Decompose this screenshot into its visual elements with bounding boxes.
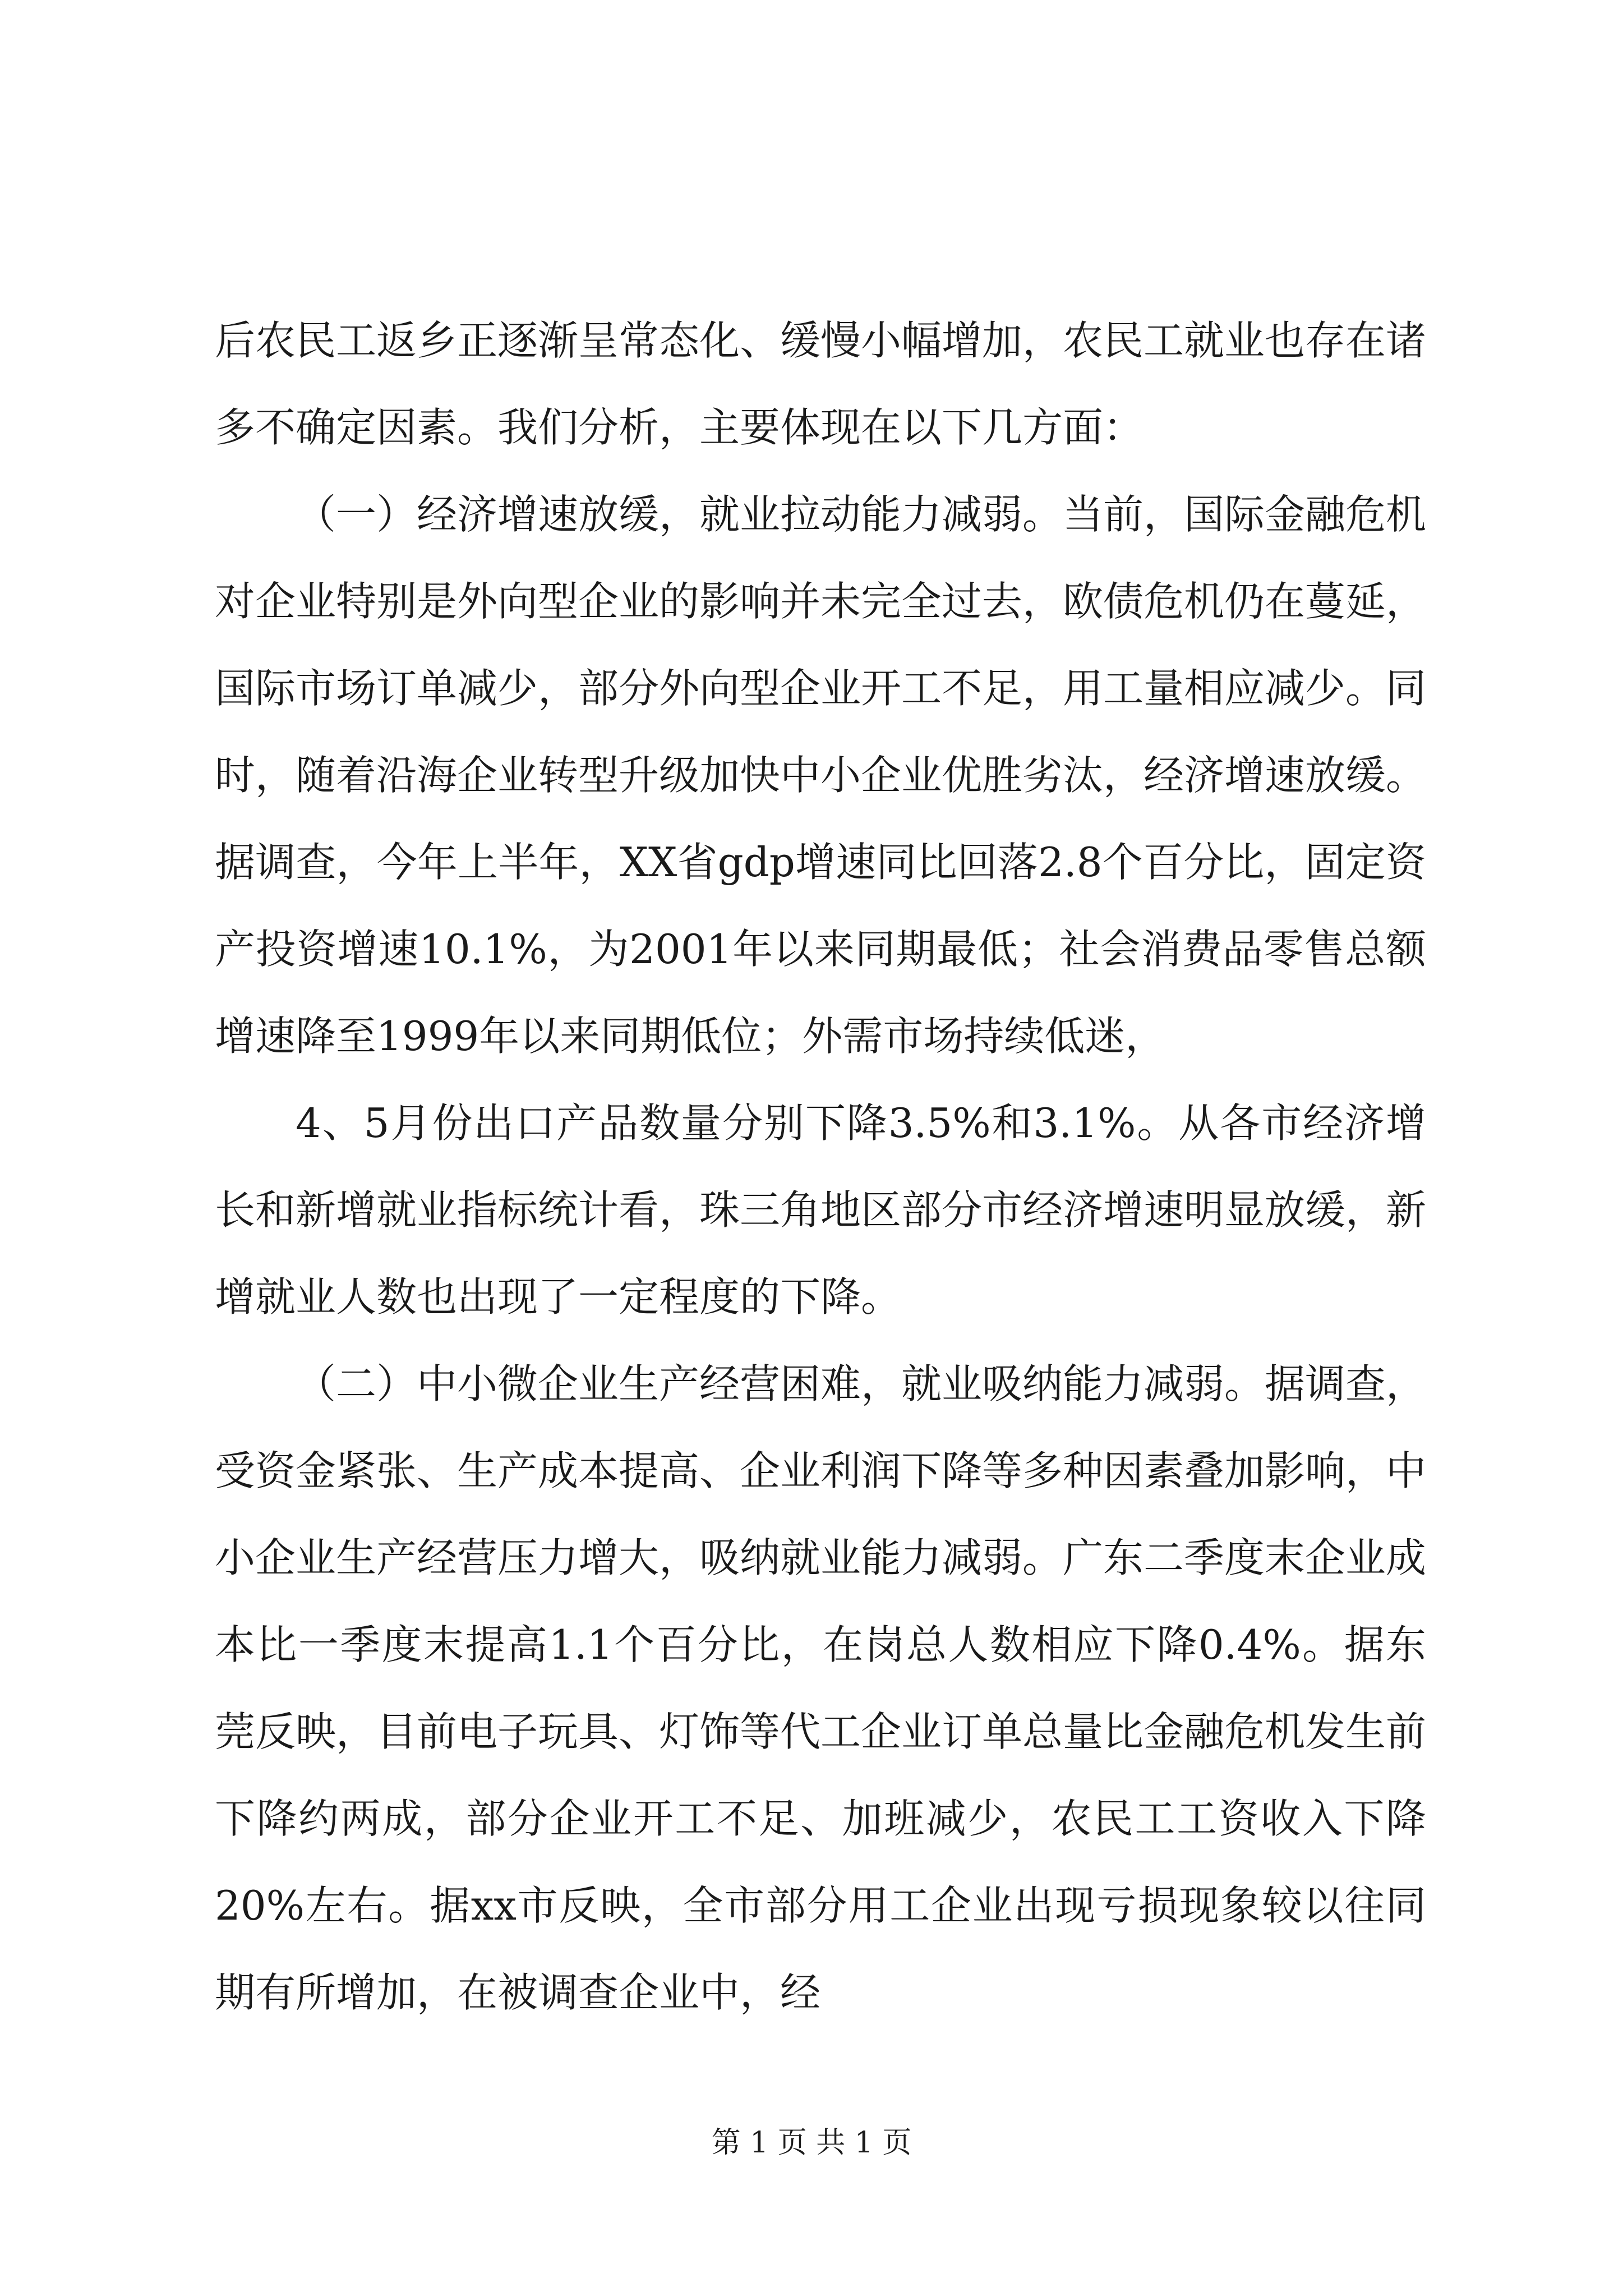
paragraph: （二）中小微企业生产经营困难，就业吸纳能力减弱。据调查，受资金紧张、生产成本提高、企业利润下降等多种因素叠加影响，中小企业生产经营压力增大，吸纳就业能力减弱。广东二季度末企业成本比一季度末提高1.1个百分比，在岗总人数相应下降0.4%。据东莞反映，目前电子玩具、灯饰等代工企业订单总量比金融危机发生前下降约两成，部分企业开工不足、加班减少，农民工工资收入下降20%左右。据xx市反映，全市部分用工企业出现亏损现象较以往同期有所增加，在被调查企业中，经: [215, 1360, 1427, 2016]
paragraph: 后农民工返乡正逐渐呈常态化、缓慢小幅增加，农民工就业也存在诸多不确定因素。我们分析，主要体现在以下几方面：: [215, 317, 1427, 451]
page-footer: [0, 2126, 1623, 2160]
paragraph: 4、5月份出口产品数量分别下降3.5%和3.1%。从各市经济增长和新增就业指标统计看，珠三角地区部分市经济增速明显放缓，新增就业人数也出现了一定程度的下降。: [215, 1099, 1427, 1320]
document-body: [215, 297, 1426, 2036]
page-number: 第 1 页 共 1 页: [711, 2126, 912, 2160]
paragraph: （一）经济增速放缓，就业拉动能力减弱。当前，国际金融危机对企业特别是外向型企业的影响并未完全过去，欧债危机仍在蔓延，国际市场订单减少，部分外向型企业开工不足，用工量相应减少。同时，随着沿海企业转型升级加快中小企业优胜劣汰，经济增速放缓。据调查，今年上半年，XX省gdp增速同比回落2.8个百分比，固定资产投资增速10.1%，为2001年以来同期最低；社会消费品零售总额增速降至1999年以来同期低位；外需市场持续低迷，: [215, 491, 1427, 1060]
